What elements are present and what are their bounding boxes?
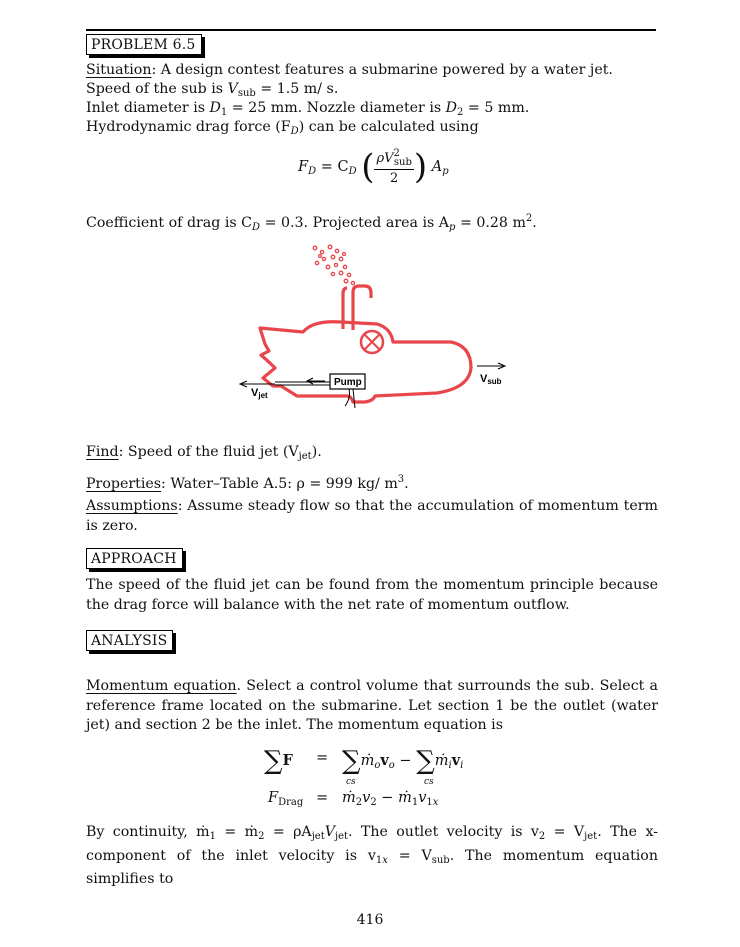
properties-line: Properties: Water–Table A.5: ρ = 999 kg/ $m^3$. bbox=[86, 474, 409, 492]
pump-label: Pump bbox=[334, 377, 362, 388]
vsub-label: Vsub bbox=[480, 373, 502, 386]
eq2-rhs: $ṁ_2v_2$ − $ṁ_1v_{1x}$ bbox=[342, 790, 439, 808]
cs-label-1: cs bbox=[346, 777, 356, 787]
bubbles bbox=[313, 245, 354, 284]
problem-label: PROBLEM 6.5 bbox=[86, 34, 202, 55]
momentum-equation-1: ∑F bbox=[264, 746, 293, 776]
momentum-equation-2: $F_{Drag}$ bbox=[268, 790, 304, 808]
assumptions-paragraph: Assumptions: Assume steady flow so that the accumulation of momentum term is zero. bbox=[86, 498, 658, 534]
flow-arrow-icon bbox=[307, 378, 325, 384]
situation-label: Situation bbox=[86, 62, 152, 78]
situation-line-2: Speed of the sub is $V_{sub} = 1.5$ m/ s. bbox=[86, 81, 339, 99]
approach-paragraph: The speed of the fluid jet can be found from the momentum principle because the drag force will balance with the net rate of momentum outflow. bbox=[86, 577, 658, 613]
eq2-equals: = bbox=[316, 790, 329, 806]
momentum-paragraph: Momentum equation. Select a control volume that surrounds the sub. Select a reference frame located on the submarine. Let section 1 be the outlet (water jet) and section 2 be the inlet. The momentum equation is bbox=[86, 678, 658, 733]
page-number: 416 bbox=[356, 912, 384, 928]
find-line: Find: Speed of the fluid jet $(V_{jet})$. bbox=[86, 444, 322, 462]
top-rule bbox=[86, 29, 656, 31]
drag-equation: $F_D = C_D$ ( $\frac{\rho V^2_{sub}}{2}$ ) $A_p$ bbox=[298, 147, 449, 187]
approach-heading: APPROACH bbox=[86, 548, 183, 569]
eq1-rhs: $\sum ṁ_ov_o$ − $\sum ṁ_iv_i$ bbox=[342, 746, 464, 776]
porthole-icon bbox=[361, 331, 383, 353]
vsub-arrow-icon bbox=[477, 363, 505, 369]
vjet-label: Vjet bbox=[251, 387, 268, 400]
coefficients-line: Coefficient of drag is $C_D = 0.3$. Projected area is $A_p = 0.28$ $m^2$. bbox=[86, 213, 537, 233]
continuity-paragraph: By continuity, ṁ$_1$ = ṁ$_2$ = $\rho A_{jet}V_{jet}$. The outlet velocity is $v_2 = V_{jet}$. The x-component of the inlet velocity is $v_{1x} = V_{sub}$. The momentum equation simplifies to bbox=[86, 824, 658, 887]
eq1-equals: = bbox=[316, 750, 329, 766]
analysis-heading: ANALYSIS bbox=[86, 630, 173, 651]
situation-line-1: Situation: A design contest features a submarine powered by a water jet. bbox=[86, 62, 613, 78]
cs-label-2: cs bbox=[424, 777, 434, 787]
situation-line-3: Inlet diameter is $D_1 = 25$ mm. Nozzle diameter is $D_2 = 5$ mm. bbox=[86, 100, 530, 118]
submarine-figure bbox=[225, 238, 525, 418]
situation-line-4: Hydrodynamic drag force $(F_D)$ can be calculated using bbox=[86, 119, 479, 137]
